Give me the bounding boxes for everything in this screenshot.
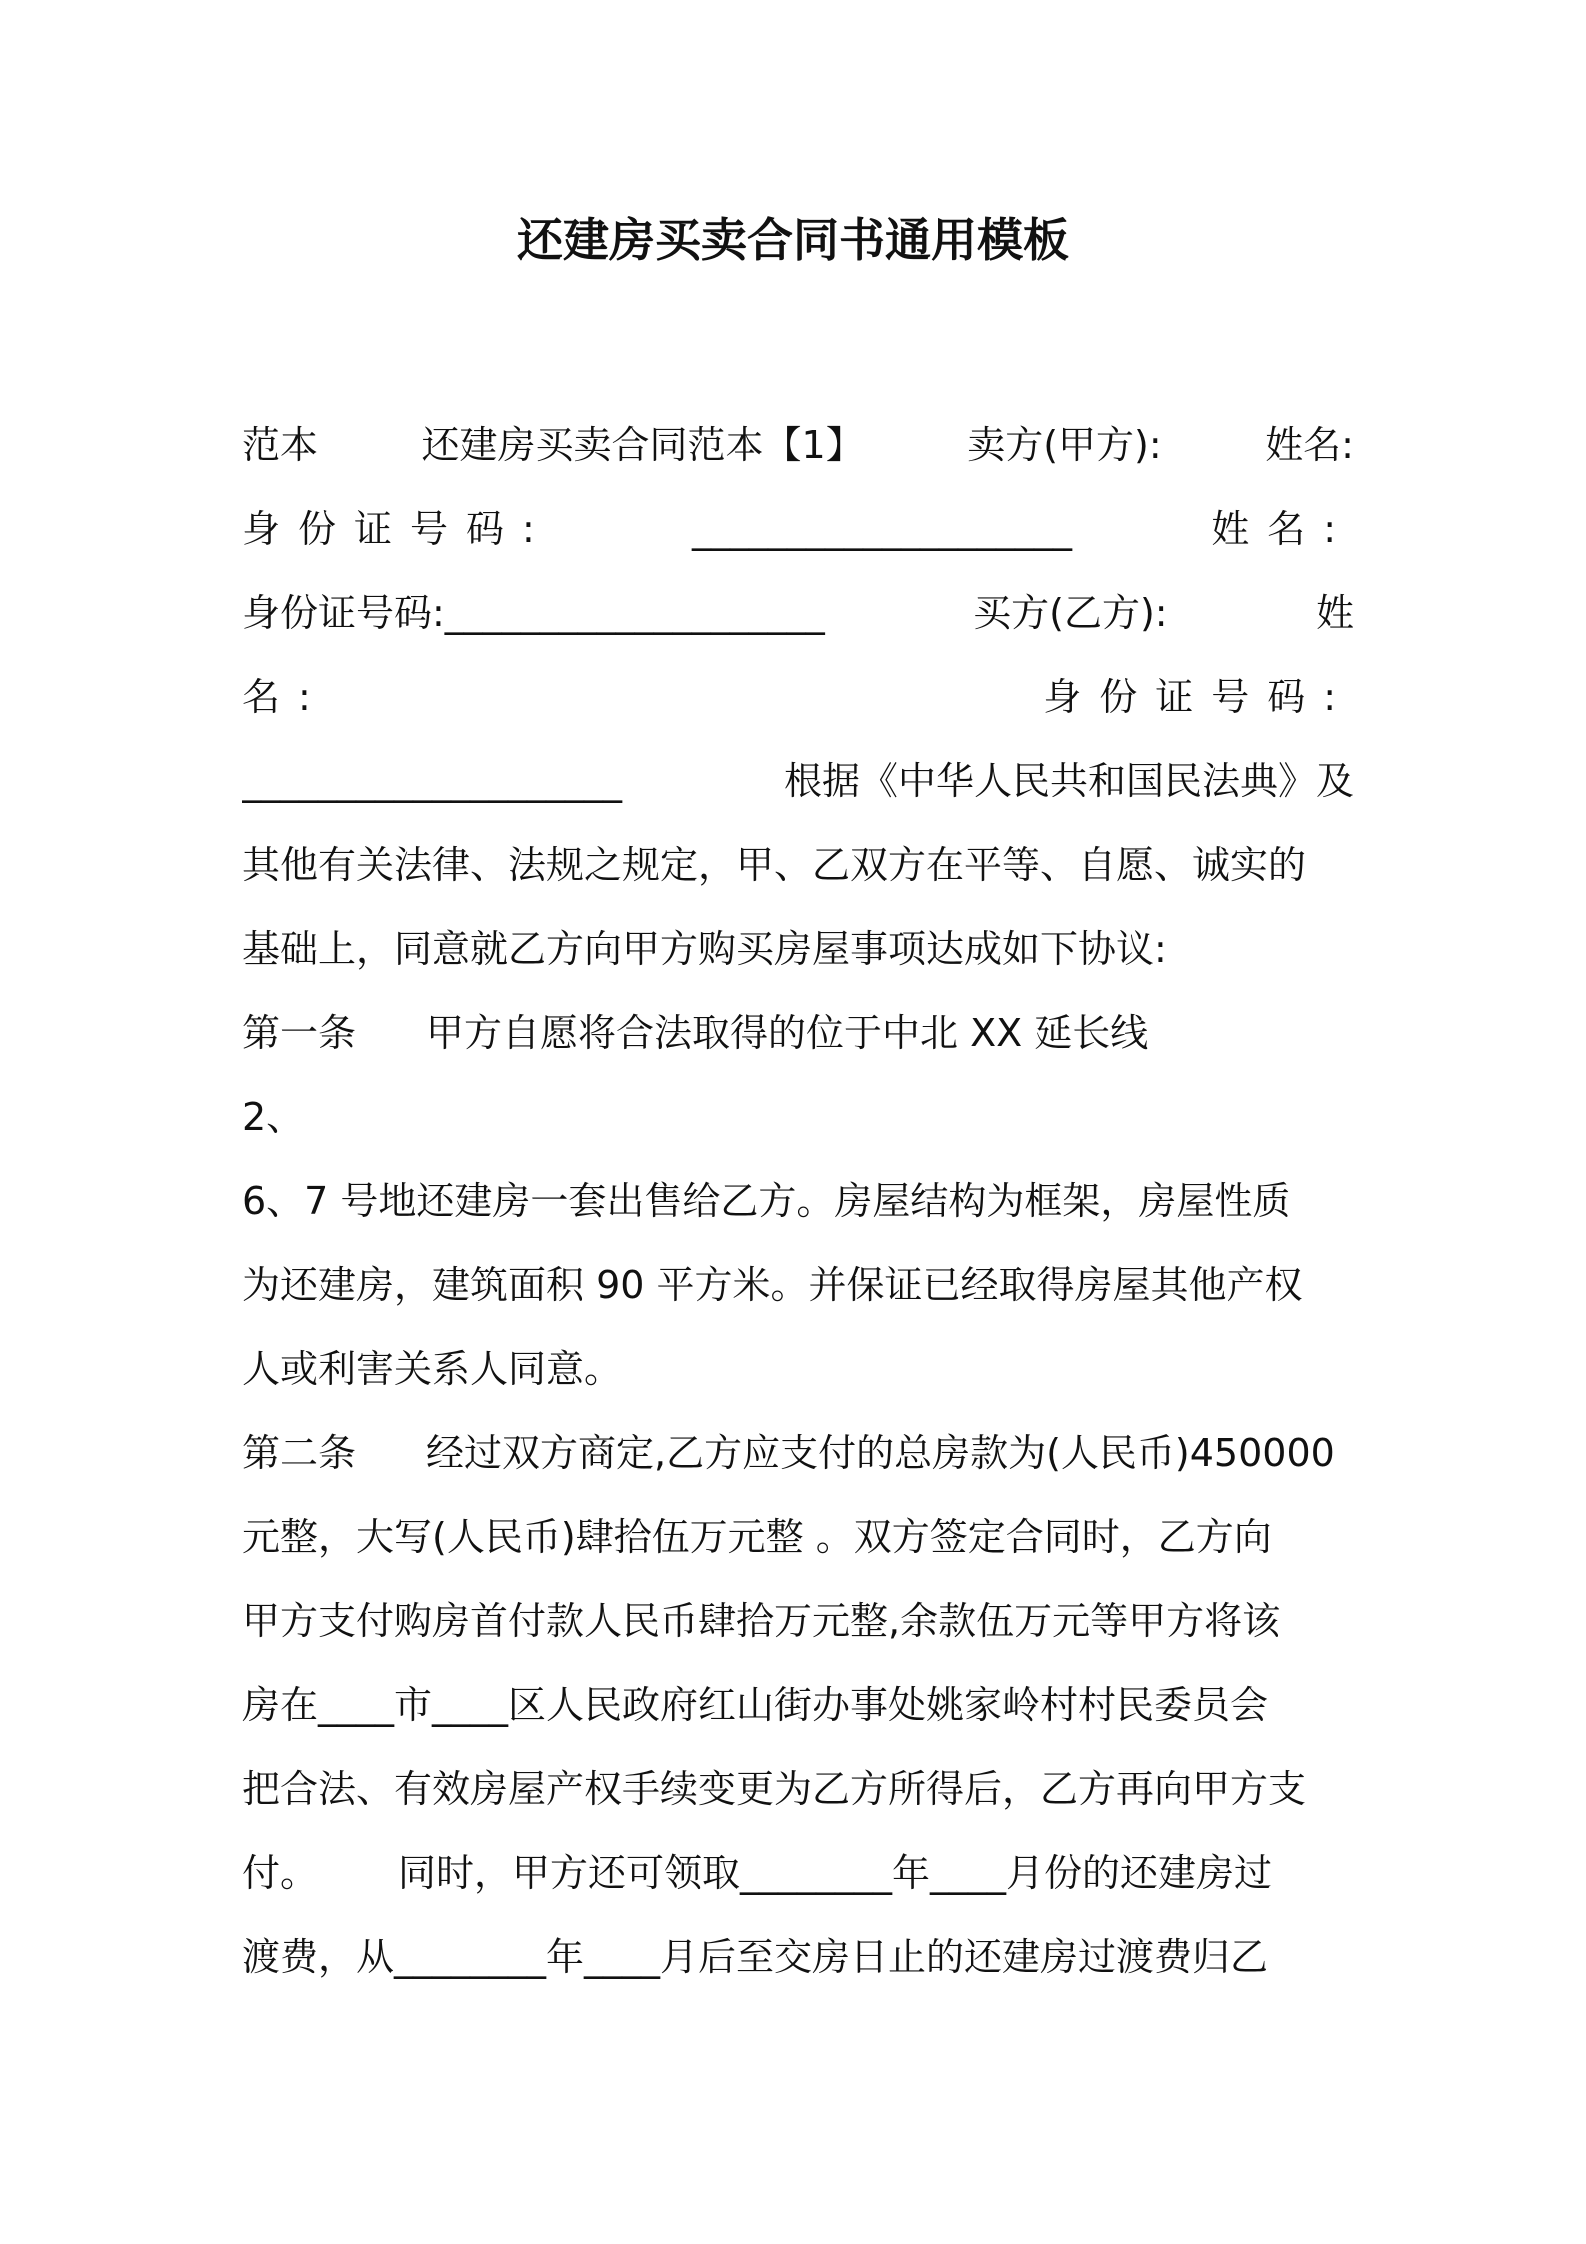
paragraph-text: 基础上，同意就乙方向甲方购买房屋事项达成如下协议: bbox=[242, 927, 1167, 971]
label-template: 范本 bbox=[242, 423, 319, 467]
paragraph-text: 2、 bbox=[242, 1095, 305, 1139]
text-line bbox=[242, 991, 1354, 1075]
document-body bbox=[242, 403, 1354, 1999]
text-line bbox=[242, 403, 1354, 487]
blank-field: ____________________ bbox=[242, 759, 622, 803]
paragraph-text: 渡费，从________年____月后至交房日止的还建房过渡费归乙 bbox=[242, 1935, 1269, 1979]
text-line bbox=[242, 1663, 1354, 1747]
paragraph-text: 把合法、有效房屋产权手续变更为乙方所得后，乙方再向甲方支 bbox=[242, 1767, 1307, 1811]
text-line bbox=[242, 487, 1354, 571]
text-line bbox=[242, 739, 1354, 823]
label-id-number-blank: 身份证号码:____________________ bbox=[242, 591, 825, 635]
label-id-number: 身份证号码: bbox=[242, 507, 553, 551]
text-line bbox=[242, 823, 1354, 907]
text-line bbox=[242, 1579, 1354, 1663]
text-line bbox=[242, 1411, 1354, 1495]
label-buyer: 买方(乙方): bbox=[973, 591, 1168, 635]
text-line bbox=[242, 571, 1354, 655]
blank-field: ____________________ bbox=[692, 507, 1072, 551]
text-line bbox=[242, 1159, 1354, 1243]
label-name-part: 姓 bbox=[1315, 591, 1354, 635]
template-name: 还建房买卖合同范本【1】 bbox=[421, 423, 864, 467]
paragraph-text: 元整，大写(人民币)肆拾伍万元整 。双方签定合同时，乙方向 bbox=[242, 1515, 1272, 1559]
paragraph-text: 付。 bbox=[242, 1851, 319, 1895]
text-line bbox=[242, 1915, 1354, 1999]
label-name: 姓名: bbox=[1211, 507, 1354, 551]
paragraph-text: 经过双方商定,乙方应支付的总房款为(人民币)450000 bbox=[426, 1431, 1335, 1475]
text-line bbox=[242, 1075, 1354, 1159]
paragraph-text: 为还建房，建筑面积 90 平方米。并保证已经取得房屋其他产权 bbox=[242, 1263, 1303, 1307]
paragraph-text: 甲方支付购房首付款人民币肆拾万元整,余款伍万元等甲方将该 bbox=[242, 1599, 1281, 1643]
paragraph-text: 甲方自愿将合法取得的位于中北 XX 延长线 bbox=[426, 1011, 1149, 1055]
paragraph-text: 根据《中华人民共和国民法典》及 bbox=[783, 759, 1354, 803]
text-line bbox=[242, 1243, 1354, 1327]
label-name: 姓名: bbox=[1265, 423, 1354, 467]
label-name-part: 名: bbox=[242, 675, 329, 719]
paragraph-text: 6、7 号地还建房一套出售给乙方。房屋结构为框架，房屋性质 bbox=[242, 1179, 1291, 1223]
article-label: 第一条 bbox=[242, 1011, 357, 1055]
label-seller: 卖方(甲方): bbox=[967, 423, 1162, 467]
text-line bbox=[242, 907, 1354, 991]
paragraph-text: 同时，甲方还可领取________年____月份的还建房过 bbox=[398, 1851, 1273, 1895]
label-id-number: 身份证号码: bbox=[1043, 675, 1354, 719]
text-line bbox=[242, 655, 1354, 739]
paragraph-text: 人或利害关系人同意。 bbox=[242, 1347, 623, 1391]
article-label: 第二条 bbox=[242, 1431, 357, 1475]
paragraph-text: 其他有关法律、法规之规定，甲、乙双方在平等、自愿、诚实的 bbox=[242, 843, 1307, 887]
text-line bbox=[242, 1831, 1354, 1915]
text-line bbox=[242, 1747, 1354, 1831]
paragraph-text: 房在____市____区人民政府红山街办事处姚家岭村村民委员会 bbox=[242, 1683, 1269, 1727]
text-line bbox=[242, 1327, 1354, 1411]
document-title: 还建房买卖合同书通用模板 bbox=[517, 213, 1069, 267]
text-line bbox=[242, 1495, 1354, 1579]
